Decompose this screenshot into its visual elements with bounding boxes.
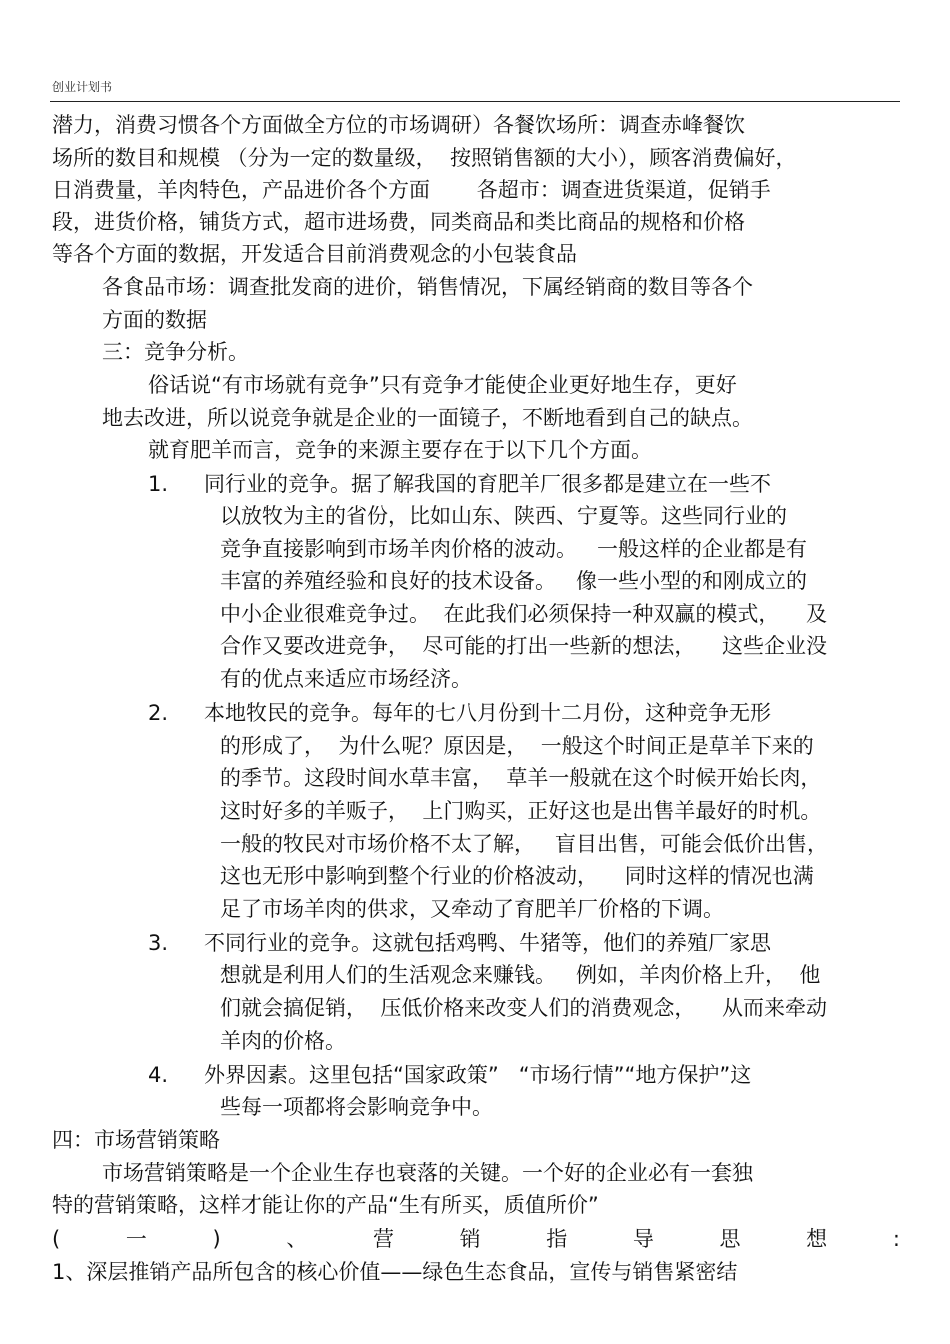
- text-line: 竞争直接影响到市场羊肉价格的波动。 一般这样的企业都是有: [220, 537, 808, 561]
- text-line: 方面的数据: [102, 308, 207, 332]
- text-line: 市场营销策略是一个企业生存也衰落的关键。一个好的企业必有一套独: [102, 1161, 753, 1185]
- text-line: 日消费量，羊肉特色，产品进价各个方面 各超市：调查进货渠道，促销手: [52, 178, 771, 202]
- text-line: 想就是利用人们的生活观念来赚钱。 例如，羊肉价格上升， 他: [220, 963, 821, 987]
- text-line: 些每一项都将会影响竞争中。: [220, 1095, 493, 1119]
- text-line: 俗话说“有市场就有竞争”只有竞争才能使企业更好地生存，更好: [148, 373, 737, 397]
- text-line: 同行业的竞争。据了解我国的育肥羊厂很多都是建立在一些不: [204, 472, 771, 496]
- heading-char: 、: [286, 1227, 308, 1251]
- text-line: 就育肥羊而言，竞争的来源主要存在于以下几个方面。: [148, 438, 652, 462]
- heading-char: ): [212, 1227, 221, 1251]
- text-line: 们就会搞促销， 压低价格来改变人们的消费观念， 从而来牵动: [220, 996, 828, 1020]
- list-number: 1.: [148, 472, 169, 496]
- text-line: 的季节。这段时间水草丰富， 草羊一般就在这个时候开始长肉，: [220, 766, 822, 790]
- text-line: 这时好多的羊贩子， 上门购买，正好这也是出售羊最好的时机。: [220, 799, 822, 823]
- heading-char: (: [52, 1227, 61, 1251]
- heading-char: 销: [459, 1227, 481, 1251]
- text-line: 丰富的养殖经验和良好的技术设备。 像一些小型的和刚成立的: [220, 569, 808, 593]
- text-line: 潜力，消费习惯各个方面做全方位的市场调研）各餐饮场所：调查赤峰餐饮: [52, 113, 745, 137]
- heading-char: 思: [719, 1227, 741, 1251]
- text-line: 场所的数目和规模 （分为一定的数量级， 按照销售额的大小），顾客消费偏好，: [52, 146, 797, 170]
- text-line: 中小企业很难竞争过。 在此我们必须保持一种双赢的模式， 及: [220, 602, 828, 626]
- heading-char: :: [892, 1227, 900, 1251]
- page-header: 创业计划书: [52, 80, 113, 94]
- text-line: 羊肉的价格。: [220, 1029, 346, 1053]
- text-line: 等各个方面的数据，开发适合目前消费观念的小包装食品: [52, 242, 577, 266]
- list-number: 2.: [148, 701, 169, 725]
- text-line: 本地牧民的竞争。每年的七八月份到十二月份，这种竞争无形: [204, 701, 771, 725]
- heading-char: 营: [372, 1227, 394, 1251]
- heading-char: 想: [806, 1227, 828, 1251]
- text-line: 这也无形中影响到整个行业的价格波动， 同时这样的情况也满: [220, 864, 814, 888]
- text-line: 外界因素。这里包括“国家政策” “市场行情”“地方保护”这: [204, 1063, 752, 1087]
- subheading-marketing-guideline: [52, 1226, 900, 1252]
- heading-char: 一: [125, 1227, 147, 1251]
- section-heading: 三：竞争分析。: [102, 340, 249, 364]
- header-rule: [50, 101, 900, 102]
- text-line: 地去改进，所以说竞争就是企业的一面镜子，不断地看到自己的缺点。: [102, 406, 753, 430]
- text-line: 一般的牧民对市场价格不太了解， 盲目出售，可能会低价出售，: [220, 832, 829, 856]
- text-line: 段，进货价格，铺货方式，超市进场费，同类商品和类比商品的规格和价格: [52, 210, 745, 234]
- list-number: 3.: [148, 931, 169, 955]
- text-line: 以放牧为主的省份，比如山东、陕西、宁夏等。这些同行业的: [220, 504, 787, 528]
- text-line: 合作又要改进竞争， 尽可能的打出一些新的想法， 这些企业没: [220, 634, 828, 658]
- text-line: 有的优点来适应市场经济。: [220, 667, 472, 691]
- heading-char: 导: [632, 1227, 654, 1251]
- text-line: 不同行业的竞争。这就包括鸡鸭、牛猪等，他们的养殖厂家思: [204, 931, 771, 955]
- text-line: 各食品市场：调查批发商的进价，销售情况，下属经销商的数目等各个: [102, 275, 753, 299]
- text-line: 的形成了， 为什么呢？原因是， 一般这个时间正是草羊下来的: [220, 734, 814, 758]
- list-number: 4.: [148, 1063, 169, 1087]
- heading-char: 指: [546, 1227, 568, 1251]
- section-heading: 四：市场营销策略: [52, 1128, 220, 1152]
- text-line: 1、深层推销产品所包含的核心价值——绿色生态食品，宣传与销售紧密结: [52, 1260, 738, 1284]
- text-line: 足了市场羊肉的供求，又牵动了育肥羊厂价格的下调。: [220, 897, 724, 921]
- text-line: 特的营销策略，这样才能让你的产品“生有所买，质值所价”: [52, 1193, 599, 1217]
